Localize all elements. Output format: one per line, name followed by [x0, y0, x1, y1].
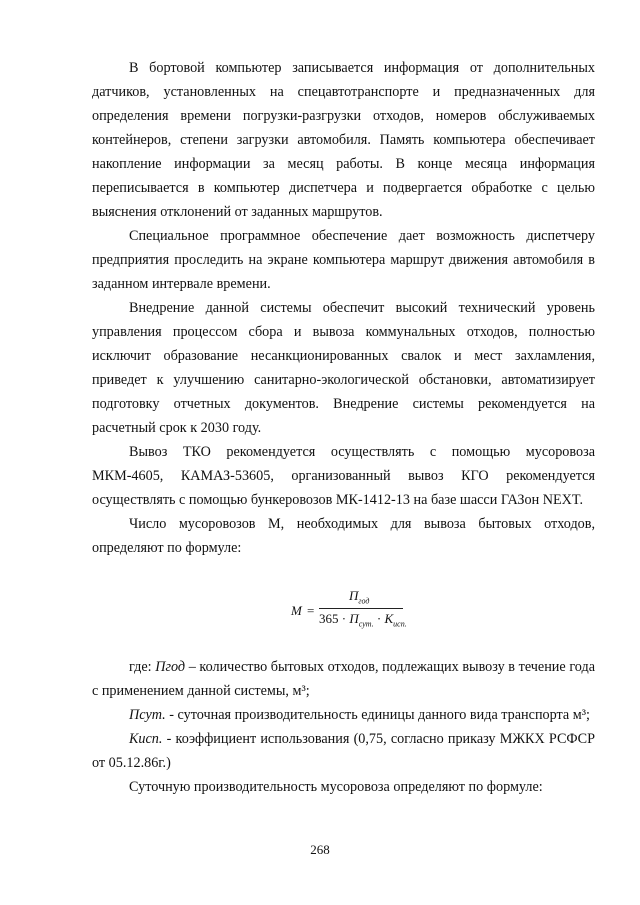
- formula-numerator: $П_{год}$: [349, 588, 370, 606]
- definition-kisp: Кисп. - коэффициент использования (0,75, согласно приказу МЖКХ РСФСР от 05.12.86г.): [92, 731, 595, 771]
- definitions-block: [92, 655, 595, 799]
- paragraph-vehicles: Вывоз ТКО рекомендуется осуществлять с помощью мусоровоза МКМ-4605, КАМАЗ-53605, организованный вывоз КГО рекомендуется осуществлять с помощью бункеровозов МК-1412-13 на базе шасси ГАЗон NEXT.: [92, 444, 595, 508]
- paragraph-formula-intro: Число мусоровозов М, необходимых для вывоза бытовых отходов, определяют по формуле:: [92, 516, 595, 556]
- definition-psut: Псут. - суточная производительность единицы данного вида транспорта м³;: [129, 707, 590, 723]
- formula-equals: =: [307, 603, 315, 618]
- paragraph-onboard-computer: В бортовой компьютер записывается информация от дополнительных датчиков, установленных на спецавтотранспорте и предназначенных для определения времени погрузки-разгрузки отходов, номеров обслуживаемых контейнеров, степени загрузки автомобиля. Память компьютера обеспечивает накопление информации за месяц работы. В конце месяца информация переписывается в компьютер диспетчера и подвергается обработке с целью выяснения отклонений от заданных маршрутов.: [92, 60, 595, 220]
- fraction-line: [319, 608, 403, 609]
- paragraph-daily-formula-intro: Суточную производительность мусоровоза определяют по формуле:: [129, 779, 543, 795]
- body-text: [92, 56, 595, 560]
- paragraph-implementation: Внедрение данной системы обеспечит высокий технический уровень управления процессом сбора и вывоза коммунальных отходов, полностью исключит образование несанкционированных свалок и мест захламления, приведет к улучшению санитарно-экологической обстановки, автоматизирует подготовку отчетных документов. Внедрение системы рекомендуется на расчетный срок к 2030 году.: [92, 300, 595, 436]
- definition-pgod: где: Пгод – количество бытовых отходов, подлежащих вывозу в течение года с применением данной системы, м³;: [92, 659, 595, 699]
- page-number: 268: [310, 842, 330, 857]
- formula-lhs: M: [291, 603, 302, 618]
- formula-trucks-count: [0, 588, 640, 634]
- paragraph-software: Специальное программное обеспечение дает возможность диспетчеру предприятия проследить на экране компьютера маршрут движения автомобиля в заданном интервале времени.: [92, 228, 595, 292]
- formula-denominator: $365 \cdot П_{сут.} \cdot К_{исп.}$: [319, 611, 407, 629]
